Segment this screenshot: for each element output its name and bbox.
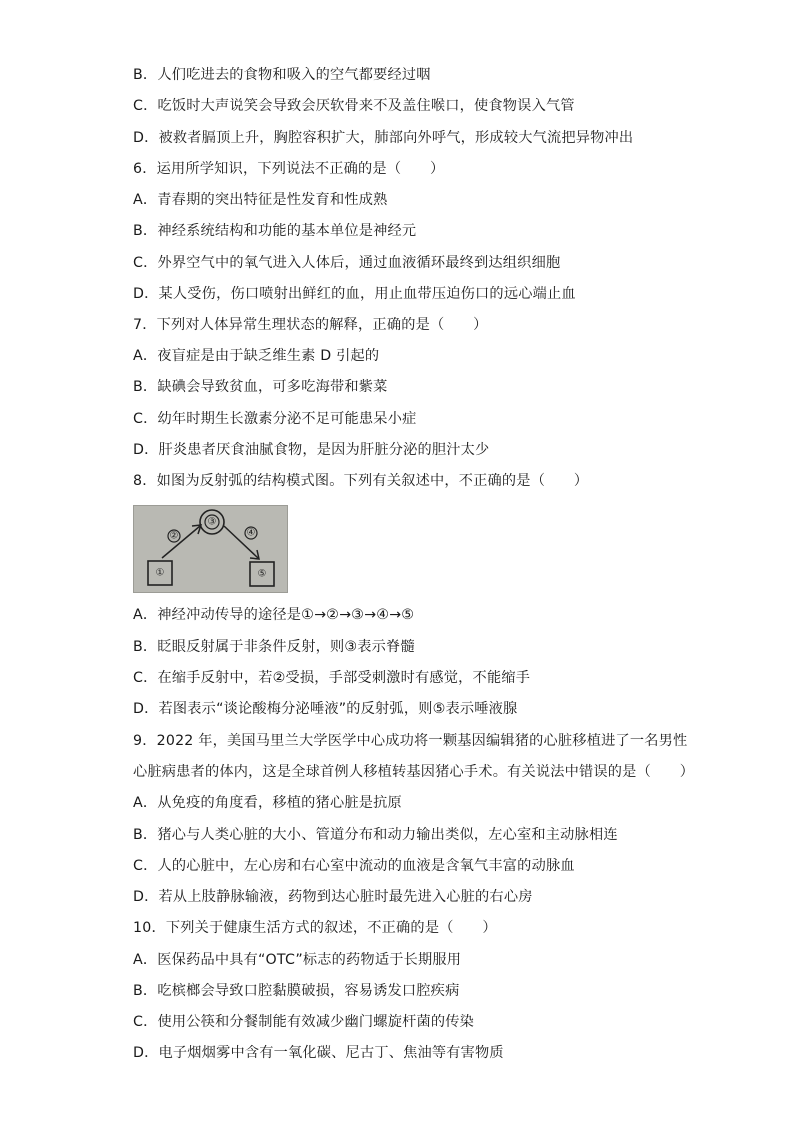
text-line: 9．2022 年，美国马里兰大学医学中心成功将一颗基因编辑猪的心脏移植进了一名男性 bbox=[133, 733, 688, 749]
text-line: C．人的心脏中，左心房和右心室中流动的血液是含氧气丰富的动脉血 bbox=[133, 858, 575, 874]
text-line: A．从免疫的角度看，移植的猪心脏是抗原 bbox=[133, 795, 402, 811]
text-line: C．吃饭时大声说笑会导致会厌软骨来不及盖住喉口，使食物误入气管 bbox=[133, 98, 575, 114]
text-line: D．肝炎患者厌食油腻食物，是因为肝脏分泌的胆汁太少 bbox=[133, 442, 490, 458]
text-line: C．使用公筷和分餐制能有效减少幽门螺旋杆菌的传染 bbox=[133, 1014, 475, 1030]
arrow-1-to-3 bbox=[162, 526, 200, 558]
text-line: B．猪心与人类心脏的大小、管道分布和动力输出类似，左心室和主动脉相连 bbox=[133, 827, 618, 843]
text-line: D．若图表示“谈论酸梅分泌唾液”的反射弧，则⑤表示唾液腺 bbox=[133, 701, 518, 717]
node-4-label: ④ bbox=[246, 527, 256, 539]
text-line: C．外界空气中的氧气进入人体后，通过血液循环最终到达组织细胞 bbox=[133, 255, 561, 271]
text-line: 10．下列关于健康生活方式的叙述，不正确的是（ ） bbox=[133, 920, 497, 936]
text-line: D．电子烟烟雾中含有一氧化碳、尼古丁、焦油等有害物质 bbox=[133, 1045, 504, 1061]
text-line: B．吃槟榔会导致口腔黏膜破损，容易诱发口腔疾病 bbox=[133, 983, 460, 999]
reflex-arc-diagram bbox=[133, 505, 288, 593]
text-line: C．幼年时期生长激素分泌不足可能患呆小症 bbox=[133, 411, 417, 427]
text-line: B．神经系统结构和功能的基本单位是神经元 bbox=[133, 223, 417, 239]
text-line: A．医保药品中具有“OTC”标志的药物适于长期服用 bbox=[133, 952, 462, 968]
text-line: D．某人受伤，伤口喷射出鲜红的血，用止血带压迫伤口的远心端止血 bbox=[133, 286, 576, 302]
text-line: B．眨眼反射属于非条件反射，则③表示脊髓 bbox=[133, 639, 415, 655]
text-line: 心脏病患者的体内，这是全球首例人移植转基因猪心手术。有关说法中错误的是（ ） bbox=[133, 764, 695, 780]
text-line: 6．运用所学知识，下列说法不正确的是（ ） bbox=[133, 161, 445, 177]
node-1-label: ① bbox=[155, 567, 165, 579]
text-line: A．青春期的突出特征是性发育和性成熟 bbox=[133, 192, 388, 208]
text-line: D．被救者膈顶上升，胸腔容积扩大，肺部向外呼气，形成较大气流把异物冲出 bbox=[133, 130, 634, 146]
node-3-label: ③ bbox=[207, 516, 217, 528]
text-line: B．人们吃进去的食物和吸入的空气都要经过咽 bbox=[133, 67, 431, 83]
text-line: C．在缩手反射中，若②受损，手部受刺激时有感觉，不能缩手 bbox=[133, 670, 531, 686]
text-line: D．若从上肢静脉输液，药物到达心脏时最先进入心脏的右心房 bbox=[133, 889, 533, 905]
node-2-label: ② bbox=[169, 530, 179, 542]
text-line: A．夜盲症是由于缺乏维生素 D 引起的 bbox=[133, 348, 380, 364]
node-5-label: ⑤ bbox=[257, 568, 267, 580]
text-line: 8．如图为反射弧的结构模式图。下列有关叙述中，不正确的是（ ） bbox=[133, 473, 589, 489]
text-line: 7．下列对人体异常生理状态的解释，正确的是（ ） bbox=[133, 317, 488, 333]
text-line: A．神经冲动传导的途径是①→②→③→④→⑤ bbox=[133, 607, 415, 623]
text-line: B．缺碘会导致贫血，可多吃海带和紫菜 bbox=[133, 379, 388, 395]
reflex-arc-svg bbox=[134, 506, 287, 592]
